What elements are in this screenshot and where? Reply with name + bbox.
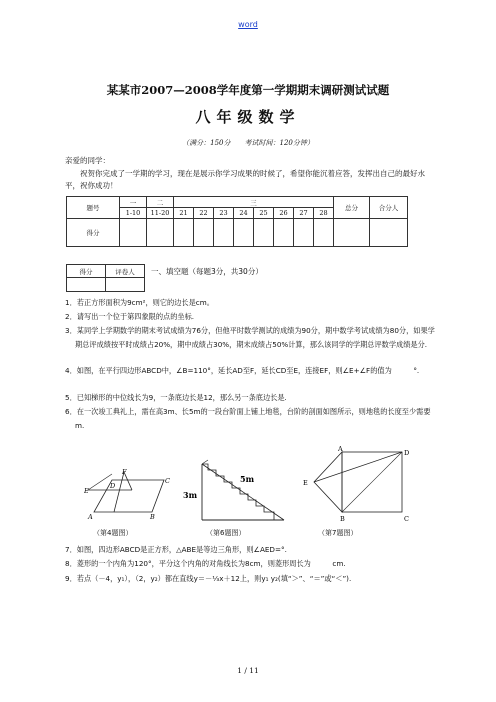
header-link[interactable]: word bbox=[238, 20, 258, 29]
fig4-label: E bbox=[84, 487, 89, 495]
grader-table bbox=[66, 264, 145, 292]
fig4-label: A bbox=[88, 513, 93, 521]
figure-6-staircase bbox=[180, 456, 290, 528]
score-table bbox=[66, 196, 408, 247]
fig7-label: D bbox=[404, 449, 410, 457]
length-label: 5m bbox=[240, 474, 255, 484]
greeting: 亲爱的同学： bbox=[65, 156, 110, 165]
score-cell[interactable] bbox=[120, 219, 147, 247]
group-two: 二 bbox=[147, 197, 174, 208]
score-cell[interactable] bbox=[174, 219, 194, 247]
question-4: 4．如图，在平行四边形ABCD中，∠B=110°，延长AD至F，延长CD至E，连接EF，则∠E+∠F的值为 °. bbox=[65, 366, 420, 375]
fig4-label: D bbox=[110, 482, 116, 490]
score-cell[interactable] bbox=[147, 219, 174, 247]
score-cell[interactable] bbox=[314, 219, 334, 247]
sub-col: 11-20 bbox=[147, 208, 174, 219]
sub-col: 1-10 bbox=[120, 208, 147, 219]
question-6: 6．在一次竣工典礼上，需在高3m、长5m的一段台阶面上铺上地毯，台阶的剖面如图所示，则地毯的长度至少需要m. bbox=[65, 407, 431, 430]
fig4-label: C bbox=[165, 477, 170, 485]
intro-text: 祝贺你完成了一学期的学习，现在是展示你学习成果的时候了，希望你能沉着应答，发挥出自己的最好水平，祝你成功！ bbox=[65, 169, 425, 190]
question-8: 8．菱形的一个内角为120°，平分这个内角的对角线长为8cm，则菱形周长为 cm. bbox=[65, 559, 346, 568]
fig7-label: B bbox=[340, 515, 345, 523]
question-5: 5．已知梯形的中位线长为9，一条底边长是12，那么另一条底边长是. bbox=[65, 393, 287, 402]
group-one: 一 bbox=[120, 197, 147, 208]
score-cell[interactable] bbox=[234, 219, 254, 247]
sub-col: 22 bbox=[194, 208, 214, 219]
sub-col: 28 bbox=[314, 208, 334, 219]
fig7-caption: （第7题图） bbox=[318, 529, 358, 537]
sub-col: 23 bbox=[214, 208, 234, 219]
fig6-caption: （第6题图） bbox=[206, 529, 246, 537]
sub-col: 26 bbox=[274, 208, 294, 219]
score-cell[interactable] bbox=[294, 219, 314, 247]
question-3: 3．某同学上学期数学的期末考试成绩为76分，但他平时数学测试的成绩为90分，期中数学考试成绩为80分，如果学期总评成绩按平时成绩占20%，期中成绩占30%，期末成绩占50%计算，那么该同学的学期总评数学成绩是分. bbox=[65, 326, 435, 349]
question-1: 1．若正方形面积为9cm²，则它的边长是cm。 bbox=[65, 298, 214, 307]
exam-meta: （满分：150分 考试时间：120分钟） bbox=[182, 139, 314, 147]
score-cell[interactable] bbox=[194, 219, 214, 247]
sub-col: 25 bbox=[254, 208, 274, 219]
section-title: 一、填空题（每题3分，共30分） bbox=[151, 267, 263, 276]
sub-col: 24 bbox=[234, 208, 254, 219]
score-cell[interactable] bbox=[334, 219, 370, 247]
score-cell[interactable] bbox=[370, 219, 408, 247]
figure-4-parallelogram bbox=[84, 466, 174, 522]
question-2: 2．请写出一个位于第四象限的点的坐标. bbox=[65, 312, 195, 321]
fig4-label: F bbox=[122, 468, 127, 476]
grader-score-label: 得分 bbox=[67, 265, 106, 278]
height-label: 3m bbox=[183, 490, 198, 500]
exam-title: 某某市2007—2008学年度第一学期期末调研测试试题 bbox=[106, 83, 390, 97]
total-header: 总分 bbox=[334, 197, 370, 219]
fig7-label: E bbox=[303, 479, 308, 487]
score-label: 得分 bbox=[67, 219, 120, 247]
group-three: 三 bbox=[174, 197, 334, 208]
score-cell[interactable] bbox=[254, 219, 274, 247]
score-cell[interactable] bbox=[274, 219, 294, 247]
subject-title: 八年级数学 bbox=[195, 108, 301, 126]
figure-7-square bbox=[296, 446, 416, 526]
sub-col: 27 bbox=[294, 208, 314, 219]
sub-col: 21 bbox=[174, 208, 194, 219]
grader-label: 评卷人 bbox=[106, 265, 145, 278]
question-7: 7．如图，四边形ABCD是正方形，△ABE是等边三角形，则∠AED=°. bbox=[65, 545, 287, 554]
fig7-label: A bbox=[338, 446, 343, 453]
row-label: 题号 bbox=[67, 197, 120, 219]
combined-header: 合分人 bbox=[370, 197, 408, 219]
fig7-label: C bbox=[404, 515, 409, 523]
grader-name-cell[interactable] bbox=[106, 278, 145, 292]
score-cell[interactable] bbox=[214, 219, 234, 247]
grader-score-cell[interactable] bbox=[67, 278, 106, 292]
page-number: 1 / 11 bbox=[237, 666, 259, 675]
fig4-label: B bbox=[150, 513, 155, 521]
fig4-caption: （第4题图） bbox=[93, 529, 133, 537]
question-9: 9．若点（－4，y₁），（2，y₂）都在直线y＝－⅓x＋12上，则y₁ y₂(填“＞”、“＝”或“＜”). bbox=[65, 574, 352, 583]
